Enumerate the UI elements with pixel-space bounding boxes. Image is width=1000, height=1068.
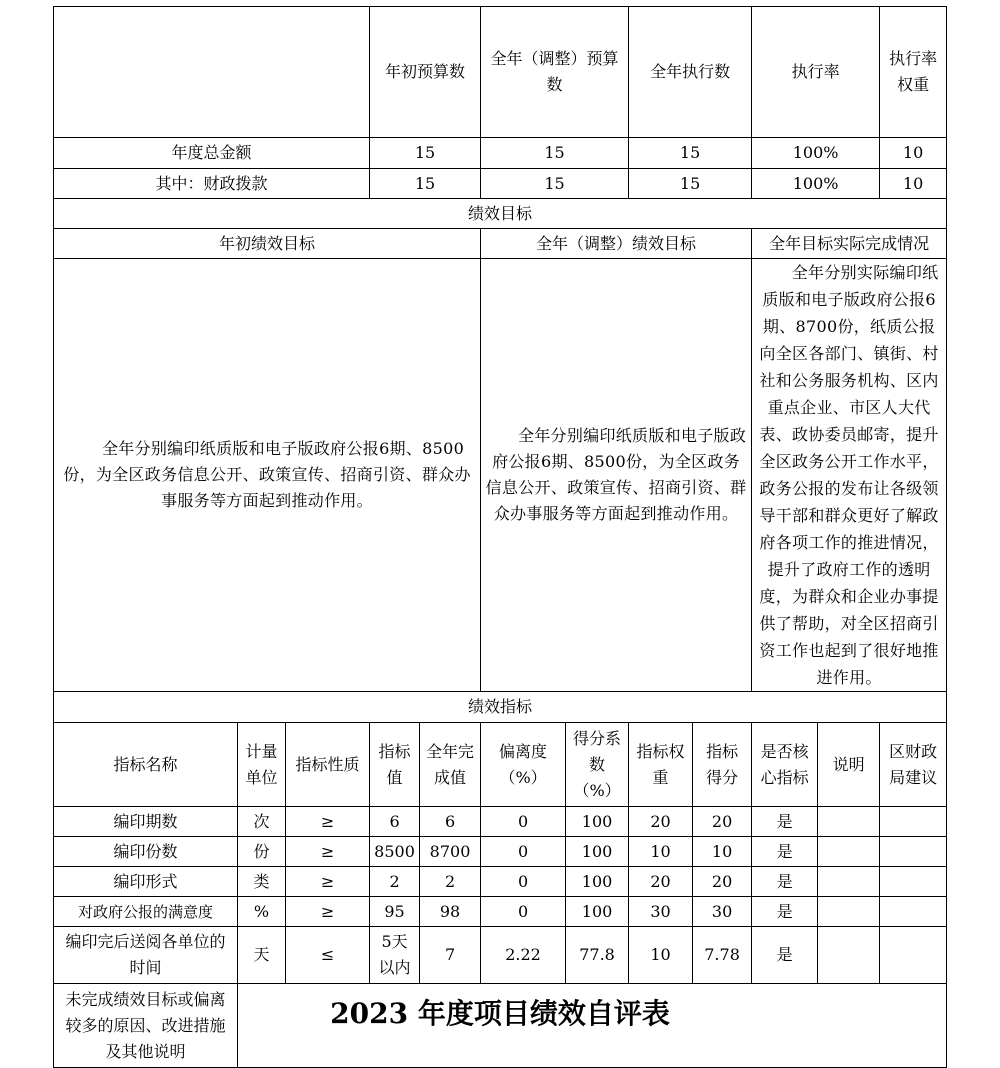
indicator-note <box>818 837 880 867</box>
budget-row-executed: 15 <box>629 169 752 199</box>
indicator-name: 编印期数 <box>54 807 238 837</box>
indicator-completed: 2 <box>420 867 481 897</box>
indicator-header-value: 指标值 <box>370 723 420 807</box>
table-row <box>54 807 947 837</box>
indicator-value: 6 <box>370 807 420 837</box>
indicator-coefficient: 100 <box>566 867 629 897</box>
indicator-weight: 10 <box>629 927 693 984</box>
budget-header-weight: 执行率权重 <box>880 7 947 138</box>
initial-goal-header: 年初绩效目标 <box>54 229 481 259</box>
budget-row-label: 其中：财政拨款 <box>54 169 370 199</box>
budget-row-weight: 10 <box>880 169 947 199</box>
indicator-unit: 类 <box>238 867 286 897</box>
indicator-header-deviation: 偏离度（%） <box>481 723 566 807</box>
indicator-nature: ≥ <box>286 867 370 897</box>
budget-header-rate: 执行率 <box>752 7 880 138</box>
indicator-value: 2 <box>370 867 420 897</box>
indicator-completed: 7 <box>420 927 481 984</box>
budget-row-weight: 10 <box>880 138 947 169</box>
indicator-header-core: 是否核心指标 <box>752 723 818 807</box>
indicator-note <box>818 927 880 984</box>
indicator-header-name: 指标名称 <box>54 723 238 807</box>
indicator-deviation: 0 <box>481 867 566 897</box>
indicator-header-coefficient: 得分系数（%） <box>566 723 629 807</box>
indicator-nature: ≥ <box>286 837 370 867</box>
remarks-label: 未完成绩效目标或偏离较多的原因、改进措施及其他说明 <box>54 984 238 1068</box>
indicator-name: 对政府公报的满意度 <box>54 897 238 927</box>
indicator-value: 8500 <box>370 837 420 867</box>
indicator-note <box>818 807 880 837</box>
budget-row-rate: 100% <box>752 169 880 199</box>
budget-header-blank <box>54 7 370 138</box>
indicator-score: 30 <box>693 897 752 927</box>
actual-completion-header: 全年目标实际完成情况 <box>752 229 947 259</box>
indicator-header-nature: 指标性质 <box>286 723 370 807</box>
indicator-core: 是 <box>752 927 818 984</box>
indicator-coefficient: 77.8 <box>566 927 629 984</box>
indicator-core: 是 <box>752 867 818 897</box>
adjusted-goal-text: 全年分别编印纸质版和电子版政府公报6期、8500份，为全区政务信息公开、政策宣传、招商引资、群众办事服务等方面起到推动作用。 <box>481 259 752 692</box>
indicator-weight: 30 <box>629 897 693 927</box>
page-title: 2023 年度项目绩效自评表 <box>330 997 670 1030</box>
indicator-value: 5天以内 <box>370 927 420 984</box>
indicator-name: 编印形式 <box>54 867 238 897</box>
indicator-weight: 10 <box>629 837 693 867</box>
indicator-deviation: 0 <box>481 897 566 927</box>
budget-row-rate: 100% <box>752 138 880 169</box>
indicator-header-score: 指标得分 <box>693 723 752 807</box>
indicator-nature: ≥ <box>286 807 370 837</box>
indicator-name: 编印份数 <box>54 837 238 867</box>
indicator-completed: 98 <box>420 897 481 927</box>
indicator-header-advice: 区财政局建议 <box>880 723 947 807</box>
goals-section-title: 绩效目标 <box>54 199 947 229</box>
budget-row-initial: 15 <box>370 138 481 169</box>
indicator-core: 是 <box>752 837 818 867</box>
budget-row-adjusted: 15 <box>481 138 629 169</box>
indicator-nature: ≥ <box>286 897 370 927</box>
indicator-deviation: 0 <box>481 837 566 867</box>
indicator-unit: 次 <box>238 807 286 837</box>
indicator-unit: % <box>238 897 286 927</box>
indicator-score: 7.78 <box>693 927 752 984</box>
indicator-nature: ≤ <box>286 927 370 984</box>
indicator-header-weight: 指标权重 <box>629 723 693 807</box>
indicator-note <box>818 897 880 927</box>
budget-header-adjusted: 全年（调整）预算数 <box>481 7 629 138</box>
actual-completion-text: 全年分别实际编印纸质版和电子版政府公报6期、8700份，纸质公报向全区各部门、镇街、村社和公务服务机构、区内重点企业、市区人大代表、政协委员邮寄，提升全区政务公开工作水平，政务公报的发布让各级领导干部和群众更好了解政府各项工作的推进情况，提升了政府工作的透明度，为群众和企业办事提供了帮助，对全区招商引资工作也起到了很好地推进作用。 <box>752 259 947 692</box>
indicator-name: 编印完后送阅各单位的时间 <box>54 927 238 984</box>
initial-goal-text: 全年分别编印纸质版和电子版政府公报6期、8500份，为全区政务信息公开、政策宣传、招商引资、群众办事服务等方面起到推动作用。 <box>54 259 481 692</box>
indicator-score: 20 <box>693 867 752 897</box>
indicator-unit: 份 <box>238 837 286 867</box>
indicators-section-title: 绩效指标 <box>54 692 947 723</box>
indicator-header-completed: 全年完成值 <box>420 723 481 807</box>
indicator-advice <box>880 867 947 897</box>
budget-header-executed: 全年执行数 <box>629 7 752 138</box>
indicator-coefficient: 100 <box>566 897 629 927</box>
adjusted-goal-header: 全年（调整）绩效目标 <box>481 229 752 259</box>
performance-table <box>53 6 947 1068</box>
budget-row-executed: 15 <box>629 138 752 169</box>
budget-row-label: 年度总金额 <box>54 138 370 169</box>
budget-row-adjusted: 15 <box>481 169 629 199</box>
indicator-advice <box>880 897 947 927</box>
table-row <box>54 927 947 984</box>
indicator-coefficient: 100 <box>566 837 629 867</box>
indicator-deviation: 0 <box>481 807 566 837</box>
budget-header-initial: 年初预算数 <box>370 7 481 138</box>
indicator-score: 10 <box>693 837 752 867</box>
table-row <box>54 867 947 897</box>
indicator-value: 95 <box>370 897 420 927</box>
table-row <box>54 897 947 927</box>
indicator-core: 是 <box>752 807 818 837</box>
indicator-header-unit: 计量单位 <box>238 723 286 807</box>
indicator-deviation: 2.22 <box>481 927 566 984</box>
budget-row-initial: 15 <box>370 169 481 199</box>
indicator-advice <box>880 837 947 867</box>
indicator-completed: 6 <box>420 807 481 837</box>
indicator-weight: 20 <box>629 867 693 897</box>
indicator-score: 20 <box>693 807 752 837</box>
indicator-note <box>818 867 880 897</box>
indicator-unit: 天 <box>238 927 286 984</box>
indicator-completed: 8700 <box>420 837 481 867</box>
indicator-coefficient: 100 <box>566 807 629 837</box>
indicator-header-note: 说明 <box>818 723 880 807</box>
indicator-advice <box>880 927 947 984</box>
table-row <box>54 837 947 867</box>
indicator-weight: 20 <box>629 807 693 837</box>
indicator-advice <box>880 807 947 837</box>
indicator-core: 是 <box>752 897 818 927</box>
